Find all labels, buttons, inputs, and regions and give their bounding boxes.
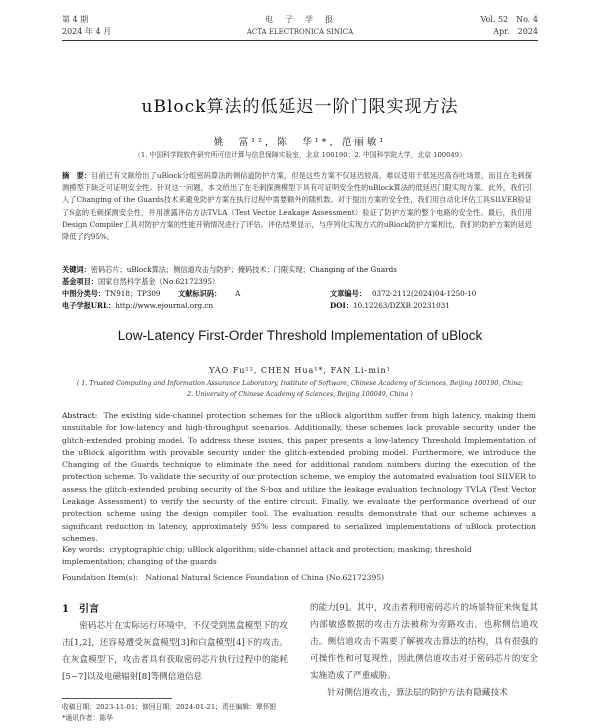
footnote-rule bbox=[62, 698, 172, 699]
body-text-right-para2: 针对侧信道攻击，算法层的防护方法有隐藏技术 bbox=[327, 688, 508, 698]
fund-zh-text: 国家自然科学基金（No.62172395） bbox=[97, 277, 220, 286]
authors-zh: 姚 富¹²，陈 华¹*，范丽敏¹ bbox=[213, 137, 387, 148]
footnote-received: 收稿日期：2023-11-01；修回日期：2024-01-21；责任编辑：覃怀银 bbox=[62, 703, 277, 711]
clc-info bbox=[62, 288, 160, 300]
section-number: 1 bbox=[62, 604, 69, 615]
doi-info bbox=[330, 300, 450, 312]
header-journal bbox=[150, 14, 450, 38]
keywords-zh-label: 关键词： bbox=[62, 265, 91, 274]
header-issue bbox=[62, 14, 111, 38]
fund-zh-label: 基金项目： bbox=[62, 277, 98, 286]
header-issue-number: 第 4 期 bbox=[62, 15, 89, 24]
doc-code-label: 文献标识码： bbox=[178, 289, 222, 298]
body-text-left: 密码芯片在实际运行环境中，不仅受到黑盒模型下的攻击[1,2]，还容易遭受灰盒模型[3]和白盒模型[4]下的攻击。在灰盒模型下，攻击者具有获取密码芯片执行过程中的能耗[5~7]以及电磁辐射[8]等侧信道信息 bbox=[62, 621, 288, 682]
header-volume bbox=[480, 14, 538, 38]
body-text-right-para1: 的能力[9]。其中，攻击者利用密码芯片的场景特征来恢复其内部敏感数据的攻击方法被称为旁路攻击，也称侧信道攻击。侧信道攻击不需要了解被攻击算法的结构，具有很强的可操作性和可复现性，因此侧信道攻击对于密码芯片的安全实施造成了严重威胁。 bbox=[310, 603, 538, 681]
article-number-value: 0372-2112(2024)04-1250-10 bbox=[371, 289, 477, 298]
doc-code-info bbox=[178, 288, 240, 300]
doc-code-value: A bbox=[235, 289, 241, 298]
title-en: Low-Latency First-Order Threshold Implementation of uBlock bbox=[117, 328, 483, 343]
body-text-right bbox=[310, 600, 538, 702]
header-rule bbox=[62, 40, 538, 41]
abstract-zh-text: 目前已有文献给出了uBlock分组密码算法的侧信道防护方案，但是这些方案不仅延迟较高，难以适用于低延迟高吞吐场景，而且在毛刺探测模型下缺乏可证明安全性。针对这一问题，本文给出了在毛刺探测模型下具有可证明安全性的uBlock算法的低延迟门限实现方案。此外，我们引入了Changing of the Guards技术来避免防护方案在执行过程中需要额外的随机数。对于提出方案的安全性，我们用自动化评估工具SILVER验证了S盒的毛刺探测安全性，并用泄露评估方法TVLA（Test Vector Leakage Assessment）验证了防护方案的整个电路的安全性。最后，我们用Design Compiler工具对防护方案的性能开销情况进行了评估。评估结果显示，与序列化实现方式的uBlock防护方案相比，我们的防护方案的延迟降低了约95%。 bbox=[62, 171, 532, 242]
keywords-zh-text: 密码芯片；uBlock算法；侧信道攻击与防护；掩码技术；门限实现；Changing of the Guards bbox=[90, 265, 397, 274]
url-info bbox=[62, 300, 213, 312]
abstract-en-label: Abstract: bbox=[62, 411, 98, 420]
section-title: 引言 bbox=[78, 604, 99, 615]
keywords-zh bbox=[62, 264, 536, 276]
header-volume-date: Apr. 2024 bbox=[493, 27, 538, 36]
doi-label: DOI： bbox=[330, 301, 354, 310]
article-number-info bbox=[330, 288, 476, 300]
fund-en-text: National Natural Science Foundation of China (No.62172395) bbox=[145, 573, 385, 582]
abstract-en bbox=[62, 410, 536, 545]
url-value[interactable]: http://www.ejournal.org.cn bbox=[115, 301, 214, 310]
section-heading bbox=[62, 600, 109, 615]
url-label: 电子学报URL： bbox=[62, 301, 116, 310]
header-journal-zh: 电 子 学 报 bbox=[265, 15, 335, 24]
abstract-en-text: The existing side-channel protection schemes for the uBlock algorithm suffer from high latency, making them unsuitable for low-latency and high-throughput scenarios. Additionally, these schemes lack provable security under the glitch-extended probing model. To address these issues, this paper presents a low-latency Threshold Implementation of the uBlock algorithm with provable security under the glitch-extended probing model. Furthermore, we introduce the Changing of the Guards technique to eliminate the need for additional random numbers during the execution of the protection scheme. To validate the security of our protection scheme, we employ the automated evaluation tool SILVER to assess the glitch-extended probing security of the S-box and utilize the leakage evaluation technology TVLA (Test Vector Leakage Assessment) to verify the security of the entire circuit. Finally, we evaluate the performance overhead of our protection scheme using the design compiler tool. The evaluation results demonstrate that our scheme achieves a significant reduction in latency, approximately 95% less compared to serialized implementations of uBlock protection schemes. bbox=[62, 411, 537, 543]
fund-en-label: Foundation Item(s): bbox=[62, 573, 139, 582]
authors-en: YAO Fu¹², CHEN Hua¹*, FAN Li-min¹ bbox=[209, 366, 391, 375]
affiliation-en-1: ( 1. Trusted Computing and Information Assurance Laboratory, Institute of Software, Chinese Academy of Sciences, Beijing 100190, China; bbox=[76, 380, 524, 387]
clc-label: 中图分类号： bbox=[62, 289, 106, 298]
keywords-en-text: cryptographic chip; uBlock algorithm; side-channel attack and protection; masking; threshold implementation; changing of the guards bbox=[62, 545, 472, 567]
header-issue-date: 2024 年 4 月 bbox=[62, 27, 112, 36]
header-journal-en: ACTA ELECTRONICA SINICA bbox=[246, 28, 354, 36]
title-zh: uBlock算法的低延迟一阶门限实现方法 bbox=[141, 97, 459, 117]
abstract-zh bbox=[62, 170, 532, 243]
affiliation-zh: （1. 中国科学院软件研究所可信计算与信息保障实验室，北京 100190；2. 中国科学院大学，北京 100049） bbox=[134, 151, 466, 159]
abstract-zh-label: 摘 要： bbox=[62, 171, 92, 180]
doi-value[interactable]: 10.12263/DZXB.20231031 bbox=[353, 301, 450, 310]
fund-zh bbox=[62, 276, 219, 288]
fund-en bbox=[62, 572, 536, 584]
clc-value: TN918；TP309 bbox=[105, 289, 161, 298]
affiliation-en-2: 2. University of Chinese Academy of Sciences, Beijing 100049, China ) bbox=[187, 391, 413, 398]
footnote-corresponding: *通讯作者：陈华 bbox=[62, 714, 113, 722]
article-number-label: 文章编号： bbox=[330, 289, 366, 298]
header-volume-number: Vol. 52 No. 4 bbox=[480, 15, 538, 24]
keywords-en bbox=[62, 544, 536, 569]
keywords-en-label: Key words: bbox=[62, 545, 105, 554]
